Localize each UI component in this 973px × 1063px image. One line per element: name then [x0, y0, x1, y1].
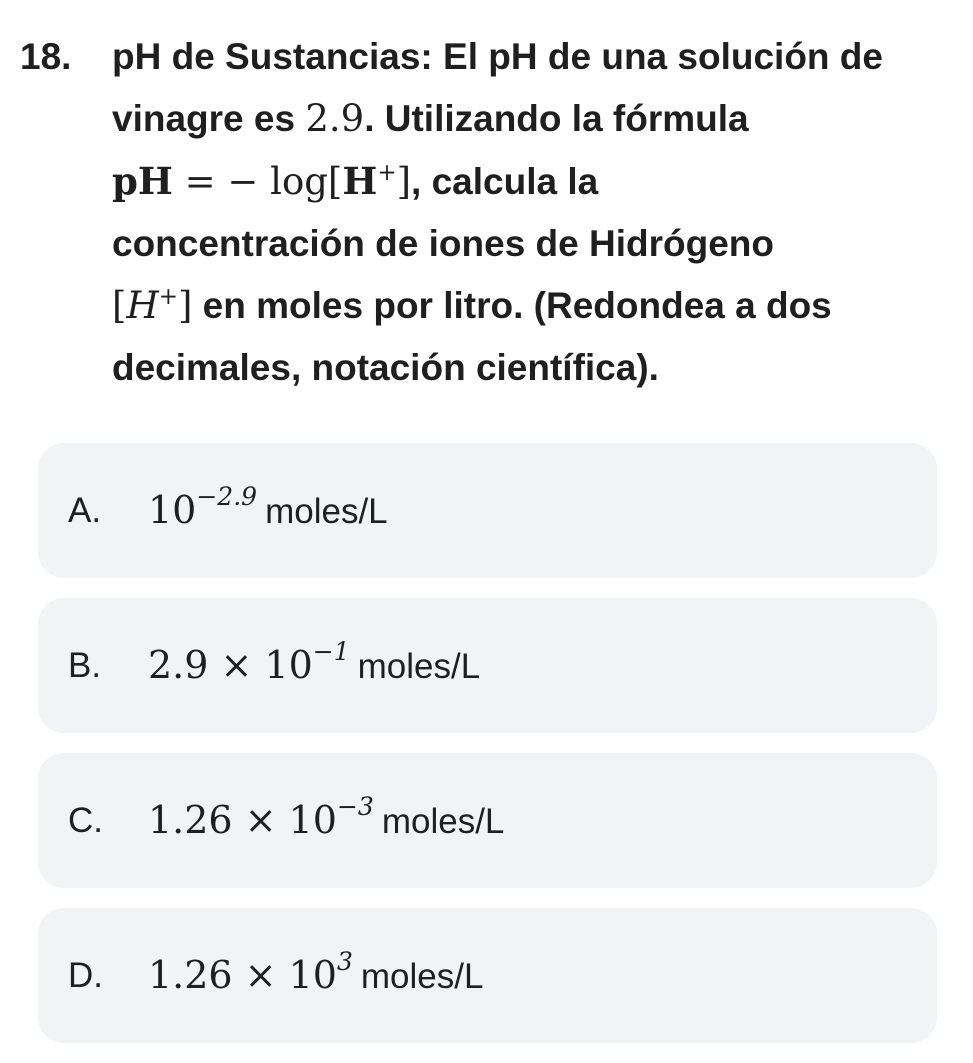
- option-exponent: −3: [336, 792, 374, 821]
- option-value: [148, 443, 388, 579]
- option-base: 10: [288, 798, 337, 842]
- option-exponent: −2.9: [196, 482, 258, 511]
- option-c[interactable]: [38, 753, 937, 888]
- question-subject: vinagre: [112, 98, 244, 139]
- formula-sup: +: [377, 159, 397, 186]
- question-text: [112, 26, 932, 399]
- option-base: 10: [288, 953, 337, 997]
- option-letter: B.: [68, 646, 102, 685]
- option-d[interactable]: [38, 908, 937, 1043]
- option-base: 10: [264, 643, 313, 687]
- option-letter: D.: [68, 956, 103, 995]
- ion-sup: +: [158, 283, 178, 310]
- option-unit: moles/L: [357, 647, 481, 686]
- formula-close: ]: [396, 160, 412, 203]
- option-unit: moles/L: [360, 957, 484, 996]
- option-unit: moles/L: [381, 802, 505, 841]
- question-part3: . Utilizando la fórmula: [364, 98, 749, 139]
- option-a[interactable]: [38, 443, 937, 578]
- option-letter: C.: [68, 801, 103, 840]
- question-part5: concentración de iones de Hidrógeno: [112, 223, 774, 264]
- option-coef: 1.26 ×: [148, 798, 289, 842]
- ion-close: ]: [177, 284, 193, 327]
- question-part6: en moles por litro. (Redondea a dos decimales, notación científica).: [112, 285, 832, 388]
- option-coef: 2.9 ×: [148, 643, 265, 687]
- answer-options: [38, 443, 937, 1063]
- option-letter: A.: [68, 491, 102, 530]
- ph-value: 2.9: [305, 97, 365, 140]
- option-b[interactable]: [38, 598, 937, 733]
- formula-mid: = − log[: [172, 160, 343, 203]
- formula-h: H: [342, 159, 378, 203]
- option-exponent: −1: [312, 637, 350, 666]
- ion-h: H: [126, 284, 159, 327]
- question-title: pH de Sustancias:: [112, 36, 433, 77]
- option-coef: 1.26 ×: [148, 953, 289, 997]
- formula-ph: pH: [112, 159, 173, 203]
- option-value: [148, 753, 504, 889]
- option-exponent: 3: [336, 947, 353, 976]
- question-part1: El pH de una solución de: [432, 36, 883, 77]
- option-value: [148, 598, 480, 734]
- question-number: 18.: [20, 36, 72, 77]
- option-unit: moles/L: [265, 492, 388, 531]
- ion-open: [: [112, 284, 127, 327]
- question-part4: , calcula la: [411, 161, 599, 202]
- option-value: [148, 908, 483, 1044]
- option-base: 10: [148, 488, 197, 532]
- question-part2: es: [243, 98, 306, 139]
